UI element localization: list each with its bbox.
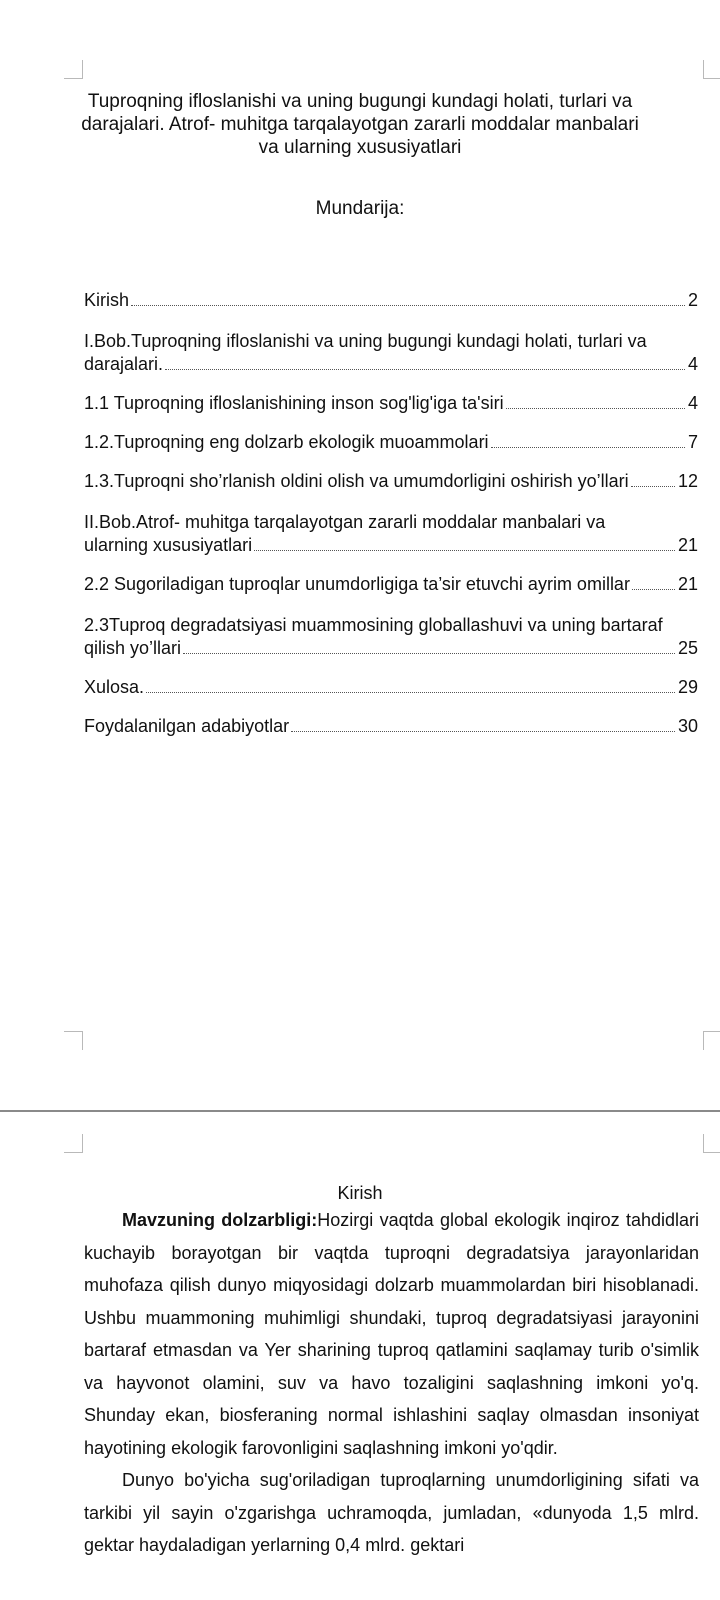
toc-entry-line (84, 716, 698, 736)
toc-entry-line (84, 354, 698, 374)
toc-dot-leader (506, 407, 685, 409)
toc-entry-title: 1.3.Tuproqni sho’rlanish oldini olish va umumdorligini oshirish yo’llari (84, 471, 629, 491)
toc-entry[interactable] (84, 290, 698, 310)
toc-page-number: 7 (687, 432, 698, 452)
toc-entry-title: qilish yo’llari (84, 638, 182, 658)
toc-entry-title-line: II.Bob.Atrof- muhitga tarqalayotgan zararli moddalar manbalari va (84, 512, 606, 532)
document-page-2 (0, 1112, 720, 1600)
toc-entry[interactable] (84, 471, 698, 491)
toc-dot-leader (491, 446, 685, 448)
toc-entry-line (84, 432, 698, 452)
toc-entry-line (84, 471, 698, 491)
toc-entry-line (84, 535, 698, 555)
page-corner-mark (64, 1031, 83, 1050)
toc-entry-line (84, 393, 698, 413)
toc-page-number: 25 (677, 638, 698, 658)
toc-entry-line (84, 290, 698, 310)
section-title: Kirish (337, 1183, 383, 1203)
toc-entry-title: Foydalanilgan adabiyotlar (84, 716, 290, 736)
paragraph (84, 1464, 699, 1562)
toc-entry[interactable] (84, 393, 698, 413)
toc-page-number: 30 (677, 716, 698, 736)
toc-page-number: 12 (677, 471, 698, 491)
table-of-contents (84, 290, 698, 755)
toc-entry-line (84, 677, 698, 697)
toc-page-number: 29 (677, 677, 698, 697)
paragraph-lead: Mavzuning dolzarbligi: (122, 1210, 318, 1230)
page-corner-mark (64, 60, 83, 79)
toc-page-number: 4 (687, 354, 698, 374)
toc-page-number: 21 (677, 535, 698, 555)
paragraph-text: Dunyo bo'yicha sug'oriladigan tuproqlarning unumdorligining sifati va tarkibi yil sayin o'zgarishga uchramoqda, jumladan, «dunyoda 1,5 mlrd. gektar haydaladigan yerlarning 0,4 mlrd. gektari (84, 1470, 699, 1555)
page-corner-mark (703, 1134, 720, 1153)
page-corner-mark (703, 1031, 720, 1050)
toc-entry-title-line: 2.3Tuproq degradatsiyasi muammosining globallashuvi va uning bartaraf (84, 615, 663, 635)
toc-dot-leader (631, 485, 675, 487)
toc-entry-title: Xulosa. (84, 677, 145, 697)
toc-entry-title: 2.2 Sugoriladigan tuproqlar unumdorligiga ta’sir etuvchi ayrim omillar (84, 574, 630, 594)
section-body (84, 1204, 699, 1562)
toc-entry[interactable] (84, 510, 698, 555)
toc-entry-line (84, 638, 698, 658)
paragraph (84, 1204, 699, 1464)
toc-entry[interactable] (84, 677, 698, 697)
toc-entry[interactable] (84, 329, 698, 374)
toc-entry-title: ularning xususiyatlari (84, 535, 253, 555)
toc-dot-leader (131, 304, 685, 306)
toc-dot-leader (146, 691, 675, 693)
toc-entry[interactable] (84, 613, 698, 658)
toc-page-number: 4 (687, 393, 698, 413)
toc-dot-leader (165, 368, 685, 370)
toc-entry-line (84, 574, 698, 594)
page-corner-mark (64, 1134, 83, 1153)
toc-entry-title-line: I.Bob.Tuproqning ifloslanishi va uning bugungi kundagi holati, turlari va (84, 331, 647, 351)
toc-entry-title: darajalari. (84, 354, 164, 374)
toc-entry-title: 1.1 Tuproqning ifloslanishining inson sog'lig'iga ta'siri (84, 393, 504, 413)
document-title: Tuproqning ifloslanishi va uning bugungi kundagi holati, turlari va darajalari. Atrof- muhitga tarqalayotgan zararli moddalar manbalari va ularning xususiyatlari (81, 91, 639, 158)
toc-dot-leader (183, 652, 675, 654)
toc-dot-leader (632, 588, 675, 590)
toc-dot-leader (254, 549, 675, 551)
toc-heading: Mundarija: (315, 198, 405, 219)
toc-entry[interactable] (84, 432, 698, 452)
page-corner-mark (703, 60, 720, 79)
toc-entry-title: 1.2.Tuproqning eng dolzarb ekologik muoammolari (84, 432, 489, 452)
toc-page-number: 2 (687, 290, 698, 310)
toc-entry[interactable] (84, 716, 698, 736)
paragraph-text: Hozirgi vaqtda global ekologik inqiroz tahdidlari kuchayib borayotgan bir vaqtda tuproqni degradatsiya jarayonlaridan muhofaza qilish dunyo miqyosidagi dolzarb muammolardan biri hisoblanadi. Ushbu muammoning muhimligi shundaki, tuproq degradatsiyasi jarayonini bartaraf etmasdan va Yer sharining tuproq qatlamini saqlamay turib o'simlik va hayvonot olamini, suv va havo tozaligini saqlashning imkoni yo'q. Shunday ekan, biosferaning normal ishlashini saqlay olmasdan insoniyat hayotining ekologik farovonligini saqlashning imkoni yo'qdir. (84, 1210, 699, 1458)
toc-page-number: 21 (677, 574, 698, 594)
toc-entry-title: Kirish (84, 290, 130, 310)
toc-entry[interactable] (84, 574, 698, 594)
toc-dot-leader (291, 730, 675, 732)
